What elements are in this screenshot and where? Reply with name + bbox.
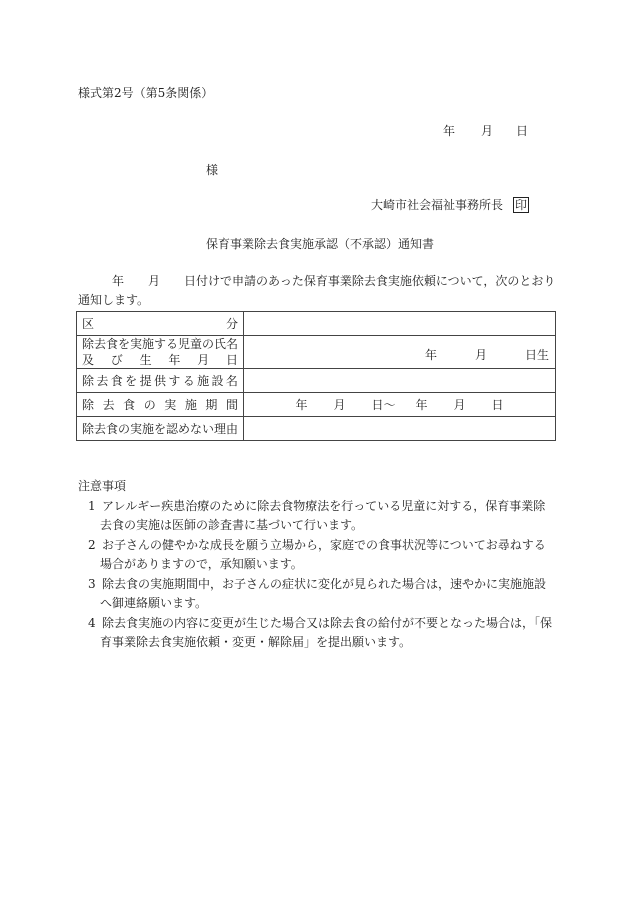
notes-heading: 注意事項 (78, 479, 127, 493)
child-label (77, 336, 244, 369)
label-char: 及 (82, 353, 95, 367)
label-char: 除 (82, 398, 95, 412)
period-end-year: 年 (415, 398, 428, 412)
facility-value[interactable] (244, 369, 556, 393)
note-number: 1 (88, 499, 96, 513)
label-char: 期 (205, 398, 218, 412)
table-row-facility (77, 369, 556, 393)
category-value[interactable] (244, 312, 556, 336)
note-line1: アレルギー疾患治療のために除去食物療法を行っている児童に対する，保育事業除 (102, 499, 546, 513)
period-range (244, 396, 555, 413)
child-label-line1: 除去食を実施する児童の氏名 (82, 337, 239, 351)
label-char: 去 (102, 398, 115, 412)
label-char: る (182, 374, 195, 388)
label-char: 生 (139, 353, 152, 367)
body-line-1: 年 月 日付けで申請のあった保育事業除去食実施依頼について，次のとおり (112, 274, 556, 288)
reason-label: 除去食の実施を認めない理由 (77, 417, 244, 441)
note-item (88, 536, 558, 574)
issuer (371, 197, 529, 213)
child-value[interactable] (244, 336, 556, 369)
note-line2: 育事業除去食実施依頼・変更・解除届」を提出願います。 (100, 635, 412, 649)
note-line2: 場合がありますので，承知願います。 (100, 557, 303, 571)
label-char: 日 (225, 353, 238, 367)
label-char: 食 (123, 398, 136, 412)
form-number: 様式第2号（第5条関係） (78, 86, 214, 100)
note-number: 3 (88, 577, 96, 591)
issuer-name: 大崎市社会福祉事務所長 (371, 198, 504, 212)
period-end-day: 日 (491, 398, 504, 412)
document-title: 保育事業除去食実施承認（不承認）通知書 (206, 237, 435, 251)
category-label (77, 312, 244, 336)
body-line-2: 通知します。 (78, 293, 150, 307)
label-char: を (125, 374, 138, 388)
label-char: 名 (225, 374, 238, 388)
label-char: の (143, 398, 156, 412)
note-number: 4 (88, 616, 96, 630)
period-label (77, 393, 244, 417)
label-char: び (110, 353, 123, 367)
note-line1: 除去食実施の内容に変更が生じた場合又は除去食の給付が不要となった場合は，「保 (102, 616, 553, 630)
period-end-month: 月 (453, 398, 466, 412)
label-char: 提 (139, 374, 152, 388)
label-char: 供 (153, 374, 166, 388)
birth-month: 月 (474, 348, 487, 362)
date-year: 年 (443, 124, 456, 138)
birth-day: 日生 (524, 348, 549, 362)
note-line1: お子さんの健やかな成長を願う立場から，家庭での食事状況等についてお尋ねする (102, 538, 546, 552)
seal-mark: 印 (515, 198, 528, 212)
period-start-year: 年 (295, 398, 308, 412)
label-char: 間 (225, 398, 238, 412)
note-item (88, 575, 558, 613)
notice-table (76, 311, 556, 441)
table-row-reason (77, 417, 556, 441)
label-char: 除 (82, 374, 95, 388)
note-line2: 去食の実施は医師の診査書に基づいて行います。 (100, 518, 364, 532)
note-number: 2 (88, 538, 96, 552)
label-char: 設 (211, 374, 224, 388)
note-line1: 除去食の実施期間中，お子さんの症状に変化が見られた場合は，速やかに実施施設 (102, 577, 547, 591)
facility-label (77, 369, 244, 393)
child-label-line2 (82, 352, 238, 368)
period-value[interactable] (244, 393, 556, 417)
period-start-day: 日〜 (371, 398, 396, 412)
note-line2: へ御連絡願います。 (100, 596, 208, 610)
label-char: 施 (184, 398, 197, 412)
label-char: 去 (96, 374, 109, 388)
date-day: 日 (516, 124, 529, 138)
label-char: 施 (197, 374, 210, 388)
table-row-category (77, 312, 556, 336)
note-item (88, 497, 558, 535)
birth-year: 年 (424, 348, 437, 362)
label-char: 月 (197, 353, 210, 367)
table-row-child (77, 336, 556, 369)
table-row-period (77, 393, 556, 417)
addressee-suffix: 様 (206, 163, 219, 177)
label-char: す (168, 374, 181, 388)
label-char: 実 (164, 398, 177, 412)
note-item (88, 614, 558, 652)
label-char: 食 (110, 374, 123, 388)
birth-date (425, 346, 549, 363)
category-label-a: 区 (82, 317, 95, 331)
category-label-b: 分 (226, 317, 239, 331)
label-char: 年 (168, 353, 181, 367)
period-start-month: 月 (333, 398, 346, 412)
reason-value[interactable] (244, 417, 556, 441)
date-month: 月 (481, 124, 494, 138)
